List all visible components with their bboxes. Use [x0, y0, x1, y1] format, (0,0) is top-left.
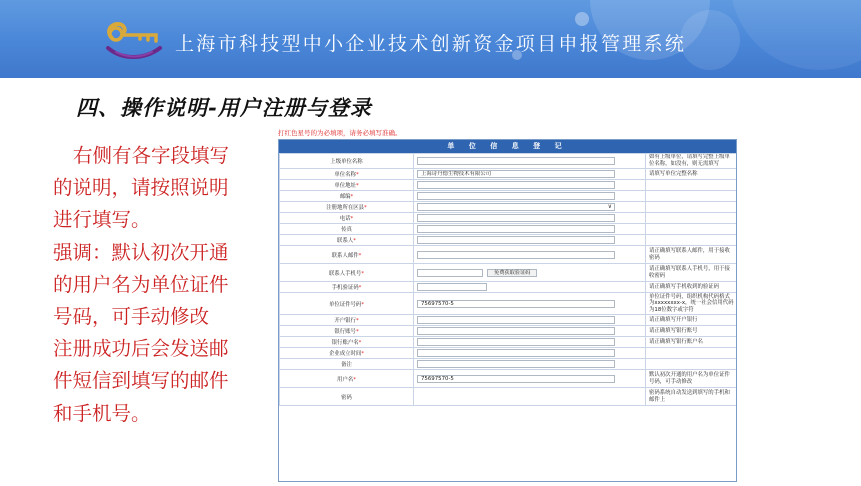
field-label: [280, 293, 414, 315]
required-marker: *: [353, 238, 356, 244]
form-row: [280, 169, 738, 180]
field-label-text: 联系人: [337, 238, 354, 244]
get-sms-code-button[interactable]: 免费获取验证码: [487, 269, 537, 277]
field-label: [280, 213, 414, 224]
instructions-text: [53, 140, 253, 430]
field-label-text: 单位名称: [334, 172, 356, 178]
field-note: [646, 359, 738, 370]
field-label: [280, 348, 414, 359]
text-input[interactable]: [417, 192, 615, 200]
required-marker: *: [361, 351, 365, 357]
field-note: [646, 348, 738, 359]
field-input-cell: [414, 202, 646, 213]
text-input[interactable]: [417, 360, 615, 368]
field-input-cell: [414, 370, 646, 388]
field-note: 请正确填写开户银行: [646, 315, 738, 326]
field-label: [280, 202, 414, 213]
form-row: [280, 154, 738, 169]
text-input[interactable]: [417, 316, 615, 324]
field-note: [646, 235, 738, 246]
app-title: 上海市科技型中小企业技术创新资金项目申报管理系统: [175, 33, 687, 55]
field-label-text: 联系人邮件: [331, 252, 359, 259]
required-hint: 打红色星号的为必填项，请务必填写准确。: [278, 129, 402, 137]
field-input-cell: [414, 191, 646, 202]
instruction-line: 的用户名为单位证件: [53, 272, 229, 296]
field-note: 请正确填写银行账号: [646, 326, 738, 337]
field-input-cell: [414, 224, 646, 235]
field-note: [646, 213, 738, 224]
field-label: [280, 388, 414, 406]
form-row: [280, 180, 738, 191]
field-input-cell: [414, 264, 646, 282]
field-label: [280, 370, 414, 388]
field-note: 如有上级单位，请填写完整上级单位名称，如没有，则无需填写: [646, 154, 738, 169]
instruction-line: 件短信到填写的邮件: [53, 369, 229, 393]
field-label-text: 密码: [341, 394, 352, 401]
field-label-text: 银行账户名: [331, 340, 359, 346]
district-select[interactable]: [417, 203, 615, 211]
required-marker: *: [358, 285, 362, 291]
field-label-text: 开户银行: [334, 318, 356, 324]
field-label: [280, 224, 414, 235]
required-marker: *: [361, 301, 365, 308]
instruction-line: 的说明，请按照说明: [53, 176, 229, 200]
field-input-cell: [414, 235, 646, 246]
field-input-cell: [414, 169, 646, 180]
text-input[interactable]: [417, 327, 615, 335]
field-label: [280, 264, 414, 282]
field-label-text: 电话: [339, 216, 351, 222]
banner-decoration: [575, 12, 589, 26]
page-title: 四、操作说明-用户注册与登录: [76, 95, 372, 120]
instruction-line: 和手机号。: [53, 401, 151, 425]
field-label-text: 备注: [341, 362, 352, 368]
field-input-cell: [414, 326, 646, 337]
field-label-text: 联系人手机号: [328, 270, 362, 277]
required-marker: *: [361, 270, 365, 277]
instruction-line: 注册成功后会发送邮: [53, 337, 229, 361]
banner-decoration: [680, 10, 740, 70]
field-note: 请正确填写联系人手机号，用于接收密码: [646, 264, 738, 282]
field-note: 请填写单位完整名称: [646, 169, 738, 180]
field-label: [280, 191, 414, 202]
text-input[interactable]: [417, 214, 615, 222]
field-label-text: 银行账号: [334, 329, 356, 335]
instruction-line: 右侧有各字段填写: [73, 144, 230, 167]
field-note: 请正确填写手机收到的验证码: [646, 282, 738, 293]
form-row: [280, 348, 738, 359]
required-marker: *: [350, 216, 354, 222]
form-row: [280, 315, 738, 326]
instruction-line: 强调：默认初次开通: [53, 240, 229, 264]
required-marker: *: [364, 205, 367, 211]
text-input[interactable]: [417, 157, 615, 165]
banner-decoration: [730, 0, 861, 70]
text-input[interactable]: [417, 251, 615, 259]
field-label: [280, 359, 414, 370]
required-marker: *: [355, 329, 359, 335]
sms-code-input[interactable]: [417, 283, 487, 291]
key-logo-icon: [102, 18, 164, 62]
field-label: [280, 326, 414, 337]
field-input-cell: [414, 154, 646, 169]
instruction-line: 进行填写。: [53, 208, 151, 232]
phone-input[interactable]: [417, 269, 483, 277]
field-input-cell: [414, 359, 646, 370]
form-row: [280, 224, 738, 235]
form-row: [280, 326, 738, 337]
field-label-text: 上级单位名称: [330, 159, 363, 165]
form-row: [280, 388, 738, 406]
field-input-cell: [414, 213, 646, 224]
field-label: [280, 337, 414, 348]
form-row: [280, 191, 738, 202]
form-row: [280, 246, 738, 264]
field-input-cell: [414, 246, 646, 264]
required-marker: *: [355, 172, 359, 178]
field-label-text: 手机验证码: [331, 285, 359, 291]
text-input[interactable]: 75697570-5: [417, 375, 615, 383]
header-banner: [0, 0, 861, 78]
field-note: 密码系统自动发送到填写的手机和邮件上: [646, 388, 738, 406]
field-label-text: 单位证件号码: [328, 301, 362, 308]
field-label: [280, 246, 414, 264]
instruction-line: 号码，可手动修改: [53, 305, 210, 329]
field-label-text: 注册地所在区县: [326, 205, 365, 211]
field-label: [280, 180, 414, 191]
text-input[interactable]: [417, 338, 615, 346]
registration-form: [278, 139, 737, 482]
field-input-cell: [414, 337, 646, 348]
form-row: [280, 213, 738, 224]
required-marker: *: [355, 183, 359, 189]
field-label-text: 传真: [341, 227, 352, 233]
field-input-cell: [414, 293, 646, 315]
required-marker: *: [350, 194, 354, 200]
field-label-text: 企业成立时间: [328, 351, 362, 357]
form-table: [279, 153, 737, 406]
text-input[interactable]: 上海诗丹德生物技术有限公司: [417, 170, 615, 178]
field-note: 请正确填写联系人邮件，用于接收密码: [646, 246, 738, 264]
form-row: [280, 235, 738, 246]
field-label: [280, 169, 414, 180]
field-note: 请正确填写银行账户名: [646, 337, 738, 348]
form-row: [280, 337, 738, 348]
form-row: [280, 202, 738, 213]
form-row: [280, 370, 738, 388]
field-label-text: 邮编: [339, 194, 351, 200]
form-row: [280, 293, 738, 315]
field-label: [280, 235, 414, 246]
chevron-down-icon: ∨: [607, 203, 612, 210]
field-input-cell: [414, 282, 646, 293]
field-label: [280, 282, 414, 293]
field-label: [280, 315, 414, 326]
form-title: 单 位 信 息 登 记: [279, 140, 736, 153]
field-label-text: 单位地址: [334, 183, 356, 189]
text-input[interactable]: [417, 236, 615, 244]
field-note: [646, 180, 738, 191]
field-label: [280, 154, 414, 169]
field-label-text: 用户名: [337, 376, 354, 383]
field-input-cell: [414, 315, 646, 326]
field-input-cell: [414, 348, 646, 359]
field-input-cell: [414, 180, 646, 191]
field-note: [646, 224, 738, 235]
field-note: [646, 202, 738, 213]
required-marker: *: [358, 252, 362, 259]
required-marker: *: [358, 340, 362, 346]
text-input[interactable]: 75697570-5: [417, 300, 615, 308]
field-input-cell: [414, 388, 646, 406]
form-row: [280, 264, 738, 282]
form-row: [280, 282, 738, 293]
form-row: [280, 359, 738, 370]
text-input[interactable]: [417, 349, 615, 357]
field-note: 默认初次开通的用户名为单位证件号码，可手动修改: [646, 370, 738, 388]
text-input[interactable]: [417, 225, 615, 233]
field-note: 单位证件号码，组织机构代码格式为xxxxxxxx-x，统一社会信用代码为18位数字或字符: [646, 293, 738, 315]
required-marker: *: [355, 318, 359, 324]
text-input[interactable]: [417, 181, 615, 189]
required-marker: *: [353, 376, 356, 383]
field-note: [646, 191, 738, 202]
